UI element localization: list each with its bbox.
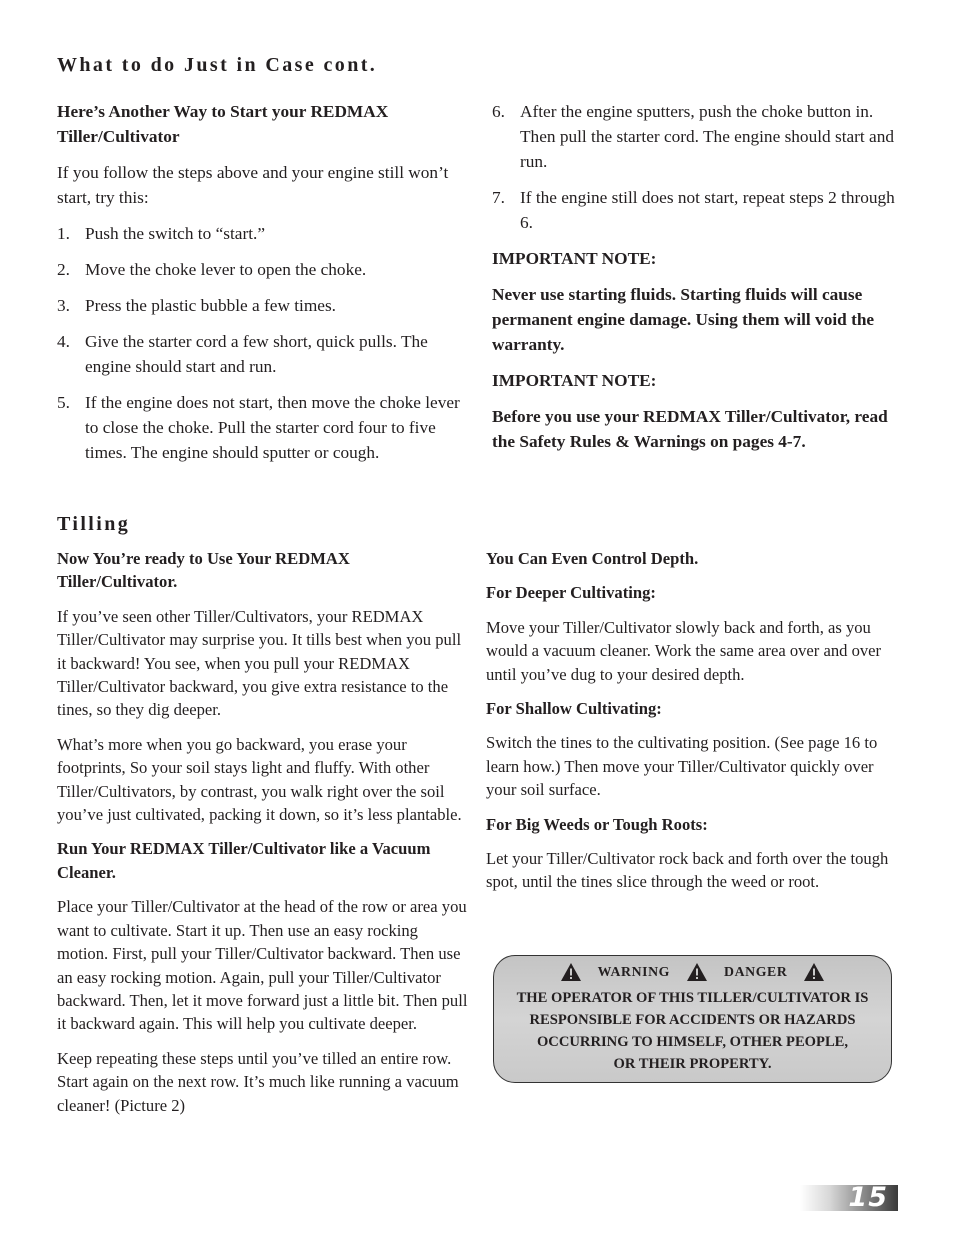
page-number-tab [800, 1182, 898, 1213]
important-note-safety-rules: Before you use your REDMAX Tiller/Cultivator, read the Safety Rules & Warnings on pages 4-7. [492, 407, 888, 451]
left-column-start-steps [57, 99, 465, 465]
warning-header-row [494, 961, 891, 983]
danger-label: DANGER [724, 964, 788, 979]
warning-line: RESPONSIBLE FOR ACCIDENTS OR HAZARDS [529, 1012, 856, 1028]
subheading-another-way: Here’s Another Way to Start your REDMAX Tiller/Cultivator [57, 102, 389, 146]
subheading-shallow-cultivating: For Shallow Cultivating: [486, 699, 662, 719]
important-note-label: IMPORTANT NOTE: [492, 249, 657, 268]
start-steps-list-right [492, 99, 904, 235]
list-item: 3. Press the plastic bubble a few times. [57, 296, 337, 315]
warning-line: THE OPERATOR OF THIS TILLER/CULTIVATOR IS [516, 990, 869, 1006]
warning-line: OR THEIR PROPERTY. [613, 1056, 772, 1072]
right-column-depth-control [486, 547, 898, 894]
left-column-tilling [57, 547, 469, 1117]
paragraph-pull-backward: If you’ve seen other Tiller/Cultivators, your REDMAX Tiller/Cultivator may surprise you. It tills best when you pull it backward! You see, when you pull your REDMAX Tiller/Cultivator backward, you give extra resistance to the tines, so they dig deeper. [57, 606, 462, 720]
start-steps-list-left [57, 221, 465, 465]
subheading-big-weeds: For Big Weeds or Tough Roots: [486, 814, 708, 834]
list-item: 2. Move the choke lever to open the choke. [57, 260, 367, 279]
subheading-control-depth: You Can Even Control Depth. [486, 549, 699, 568]
list-item: 5. If the engine does not start, then move the choke lever to close the choke. Pull the starter cord four to five times. The engine should sputter or cough. [57, 393, 460, 462]
warning-line: OCCURRING TO HIMSELF, OTHER PEOPLE, [536, 1034, 849, 1050]
page-number: 15 [848, 1182, 888, 1213]
section-heading-tilling: Tilling [57, 513, 131, 535]
intro-paragraph: If you follow the steps above and your engine still won’t start, try this: [57, 163, 449, 207]
paragraph-deeper-cultivating: Move your Tiller/Cultivator slowly back and forth, as you would a vacuum cleaner. Work the same area over and over until you’ve dug to your desired depth. [486, 617, 882, 684]
right-column-start-steps [492, 99, 904, 454]
paragraph-rocking-motion: Place your Tiller/Cultivator at the head of the row or area you want to cultivate. Start it up. Then use an easy rocking motion. First, pull your Tiller/Cultivator backward. Then use an easy rocking motion. Again, pull your Tiller/Cultivator backward. Then, let it move forward just a little bit. Then pull it backward again. This will help you cultivate deeper. [57, 897, 468, 1034]
list-item: 7. If the engine still does not start, repeat steps 2 through 6. [492, 188, 895, 232]
paragraph-shallow-cultivating: Switch the tines to the cultivating position. (See page 16 to learn how.) Then move your Tiller/Cultivator quickly over your soil surface. [486, 733, 878, 800]
warning-triangle-icon [560, 962, 582, 982]
warning-triangle-icon [803, 962, 825, 982]
subheading-ready-to-use: Now You’re ready to Use Your REDMAX Tiller/Cultivator. [57, 549, 350, 592]
paragraph-keep-repeating: Keep repeating these steps until you’ve tilled an entire row. Start again on the next row. It’s much like running a vacuum cleaner! (Picture 2) [57, 1048, 459, 1115]
warning-message [494, 987, 891, 1075]
paragraph-erase-footprints: What’s more when you go backward, you erase your footprints, So your soil stays light and fluffy. With other Tiller/Cultivators, by contrast, you walk right over the soil you’ve just cultivated, packing it down, so it’s less plantable. [57, 734, 462, 825]
warning-label: WARNING [597, 964, 671, 979]
important-note-starting-fluids: Never use starting fluids. Starting fluids will cause permanent engine damage. Using them will void the warranty. [492, 285, 875, 354]
paragraph-big-weeds: Let your Tiller/Cultivator rock back and forth over the tough spot, until the tines slice through the weed or root. [486, 849, 889, 892]
list-item: 6. After the engine sputters, push the choke button in. Then pull the starter cord. The engine should start and run. [492, 102, 895, 171]
important-note-label: IMPORTANT NOTE: [492, 371, 657, 390]
warning-danger-box [493, 955, 892, 1083]
warning-triangle-icon [686, 962, 708, 982]
subheading-deeper-cultivating: For Deeper Cultivating: [486, 583, 656, 603]
list-item: 4. Give the starter cord a few short, quick pulls. The engine should start and run. [57, 332, 428, 376]
section-heading-just-in-case: What to do Just in Case cont. [57, 54, 378, 76]
list-item: 1. Push the switch to “start.” [57, 224, 265, 243]
subheading-vacuum-cleaner: Run Your REDMAX Tiller/Cultivator like a Vacuum Cleaner. [57, 839, 431, 882]
